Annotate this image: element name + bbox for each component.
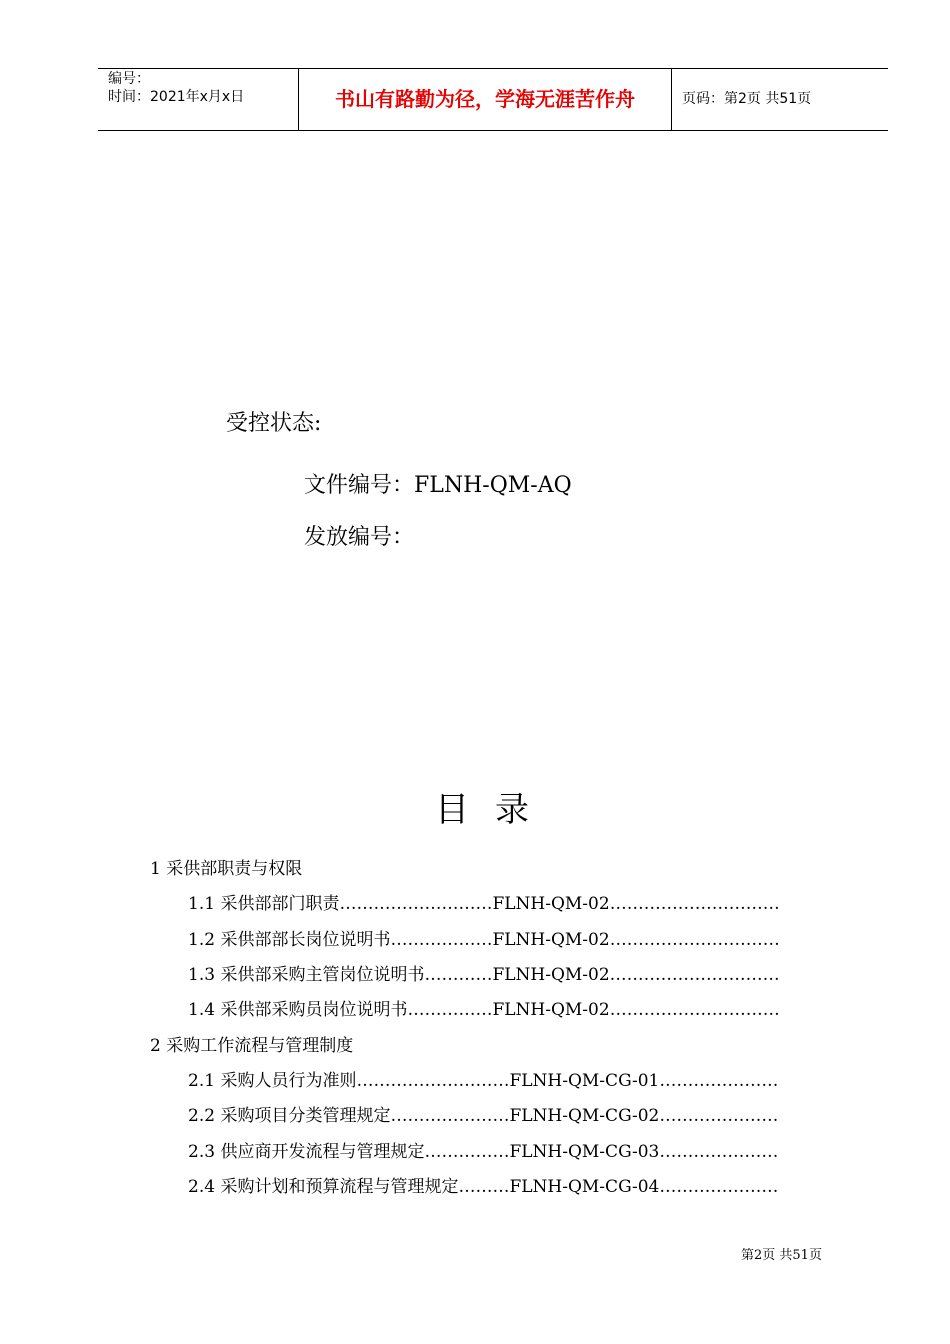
toc-entry-1-1: 1.1 采供部部门职责………………………FLNH-QM-02………………………… [188,894,780,914]
toc-entry-2-1: 2.1 采购人员行为准则………………………FLNH-QM-CG-01………………… [188,1071,779,1091]
control-status-label: 受控状态: [226,411,322,436]
toc-entry-1-4: 1.4 采供部采购员岗位说明书……………FLNH-QM-02………………………… [188,1000,780,1020]
page-header [98,68,888,131]
toc-section-1: 1 采供部职责与权限 [150,859,303,879]
file-number: 文件编号：FLNH-QM-AQ [304,473,572,498]
header-right-cell [672,69,888,130]
header-page-number: 页码：第2页 共51页 [682,91,812,107]
footer-page-number: 第2页 共51页 [741,1248,822,1263]
toc-title: 目录 [435,790,555,830]
toc-entry-2-4: 2.4 采购计划和预算流程与管理规定………FLNH-QM-CG-04………………… [188,1177,779,1197]
toc-entry-1-2: 1.2 采供部部长岗位说明书………………FLNH-QM-02………………………… [188,930,780,950]
issue-number-label: 发放编号： [304,525,415,550]
header-motto: 书山有路勤为径，学海无涯苦作舟 [335,87,635,111]
toc-entry-2-2: 2.2 采购项目分类管理规定…………………FLNH-QM-CG-02………………… [188,1106,779,1126]
number-label: 编号： [108,71,150,87]
toc-entry-2-3: 2.3 供应商开发流程与管理规定……………FLNH-QM-CG-03………………… [188,1142,779,1162]
toc-section-2: 2 采购工作流程与管理制度 [150,1036,354,1056]
header-left-cell [98,69,299,130]
date-label: 时间：2021年x月x日 [108,89,245,105]
header-middle-cell [299,69,672,130]
toc-entry-1-3: 1.3 采供部采购主管岗位说明书…………FLNH-QM-02………………………… [188,965,780,985]
